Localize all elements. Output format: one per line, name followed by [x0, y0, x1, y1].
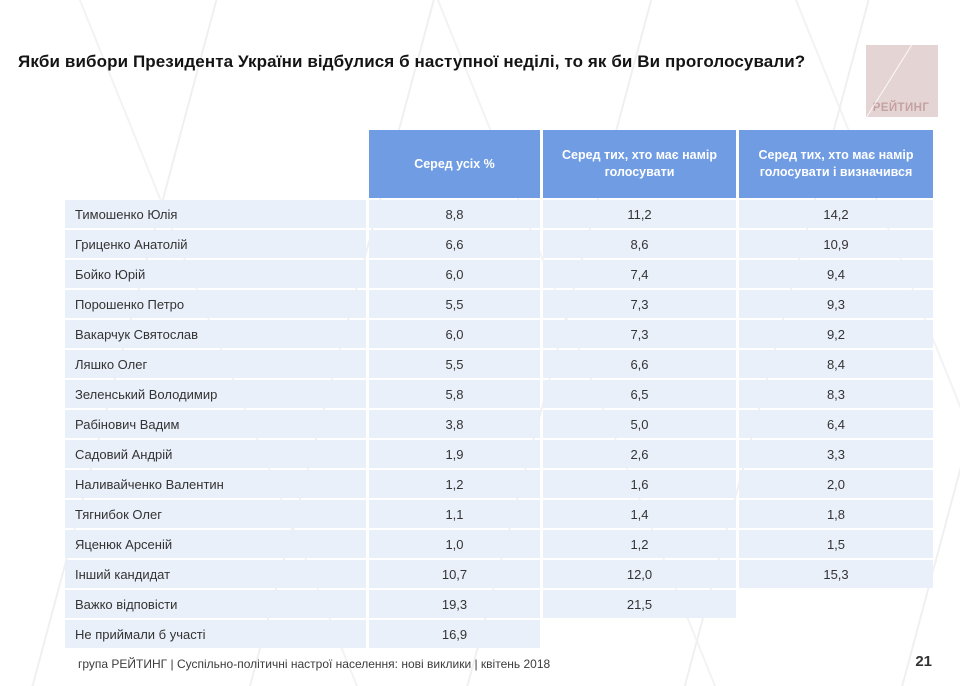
table-row: [65, 500, 935, 528]
value-cell: 3,8: [369, 410, 540, 438]
value-cell: 1,4: [543, 500, 736, 528]
value-cell: 8,3: [739, 380, 933, 408]
table-row: [65, 470, 935, 498]
value-cell: 5,0: [543, 410, 736, 438]
poll-results-table: [65, 130, 935, 650]
table-row: [65, 590, 935, 618]
table-row: [65, 560, 935, 588]
value-cell: 9,3: [739, 290, 933, 318]
value-cell: 9,4: [739, 260, 933, 288]
candidate-name-cell: Садовий Андрій: [65, 440, 366, 468]
candidate-name-cell: Не приймали б участі: [65, 620, 366, 648]
value-cell: 11,2: [543, 200, 736, 228]
logo-label: РЕЙТИНГ: [872, 102, 930, 114]
source-caption: група РЕЙТИНГ | Суспільно-політичні настрої населення: нові виклики | квітень 2018: [78, 657, 551, 671]
candidate-name-cell: Ляшко Олег: [65, 350, 366, 378]
candidate-name-cell: Важко відповісти: [65, 590, 366, 618]
value-cell: 7,3: [543, 290, 736, 318]
value-cell: 1,1: [369, 500, 540, 528]
rating-group-logo: [866, 45, 938, 117]
candidate-name-cell: Тимошенко Юлія: [65, 200, 366, 228]
value-cell: 6,0: [369, 320, 540, 348]
table-row: [65, 530, 935, 558]
candidate-name-cell: Бойко Юрій: [65, 260, 366, 288]
value-cell: 10,7: [369, 560, 540, 588]
value-cell: [739, 620, 933, 648]
value-cell: 1,5: [739, 530, 933, 558]
value-cell: 15,3: [739, 560, 933, 588]
candidate-name-cell: Інший кандидат: [65, 560, 366, 588]
table-row: [65, 260, 935, 288]
value-cell: 1,9: [369, 440, 540, 468]
value-cell: 5,5: [369, 290, 540, 318]
table-row: [65, 410, 935, 438]
candidate-name-cell: Яценюк Арсеній: [65, 530, 366, 558]
value-cell: 3,3: [739, 440, 933, 468]
value-cell: [543, 620, 736, 648]
table-row: [65, 230, 935, 258]
candidate-name-cell: Зеленський Володимир: [65, 380, 366, 408]
value-cell: 6,5: [543, 380, 736, 408]
table-row: [65, 350, 935, 378]
value-cell: 6,4: [739, 410, 933, 438]
table-row: [65, 440, 935, 468]
candidate-name-cell: Рабінович Вадим: [65, 410, 366, 438]
value-cell: 9,2: [739, 320, 933, 348]
header-cell-intend-to-vote: Серед тих, хто має намір голосувати: [543, 130, 736, 198]
value-cell: 8,6: [543, 230, 736, 258]
value-cell: 14,2: [739, 200, 933, 228]
value-cell: 1,8: [739, 500, 933, 528]
value-cell: 7,4: [543, 260, 736, 288]
value-cell: 6,0: [369, 260, 540, 288]
table-header-row: [65, 130, 935, 198]
value-cell: 7,3: [543, 320, 736, 348]
value-cell: 21,5: [543, 590, 736, 618]
table-row: [65, 200, 935, 228]
candidate-name-cell: Вакарчук Святослав: [65, 320, 366, 348]
value-cell: 8,8: [369, 200, 540, 228]
value-cell: 10,9: [739, 230, 933, 258]
value-cell: 1,6: [543, 470, 736, 498]
value-cell: 8,4: [739, 350, 933, 378]
table-body: [65, 200, 935, 648]
table-row: [65, 290, 935, 318]
value-cell: 1,0: [369, 530, 540, 558]
value-cell: 16,9: [369, 620, 540, 648]
candidate-name-cell: Порошенко Петро: [65, 290, 366, 318]
header-cell-decided-voters: Серед тих, хто має намір голосувати і визначився: [739, 130, 933, 198]
candidate-name-cell: Наливайченко Валентин: [65, 470, 366, 498]
value-cell: 1,2: [369, 470, 540, 498]
value-cell: 5,8: [369, 380, 540, 408]
value-cell: 19,3: [369, 590, 540, 618]
value-cell: 12,0: [543, 560, 736, 588]
value-cell: 6,6: [369, 230, 540, 258]
value-cell: 1,2: [543, 530, 736, 558]
value-cell: 2,0: [739, 470, 933, 498]
table-row: [65, 620, 935, 648]
table-row: [65, 380, 935, 408]
page-number: 21: [915, 653, 932, 670]
table-row: [65, 320, 935, 348]
value-cell: 2,6: [543, 440, 736, 468]
candidate-name-cell: Тягнибок Олег: [65, 500, 366, 528]
candidate-name-cell: Гриценко Анатолій: [65, 230, 366, 258]
header-cell-among-all: Серед усіх %: [369, 130, 540, 198]
page-title: Якби вибори Президента України відбулися б наступної неділі, то як би Ви проголосували?: [18, 52, 806, 71]
value-cell: 5,5: [369, 350, 540, 378]
value-cell: 6,6: [543, 350, 736, 378]
header-spacer-cell: [65, 130, 366, 198]
value-cell: [739, 590, 933, 618]
